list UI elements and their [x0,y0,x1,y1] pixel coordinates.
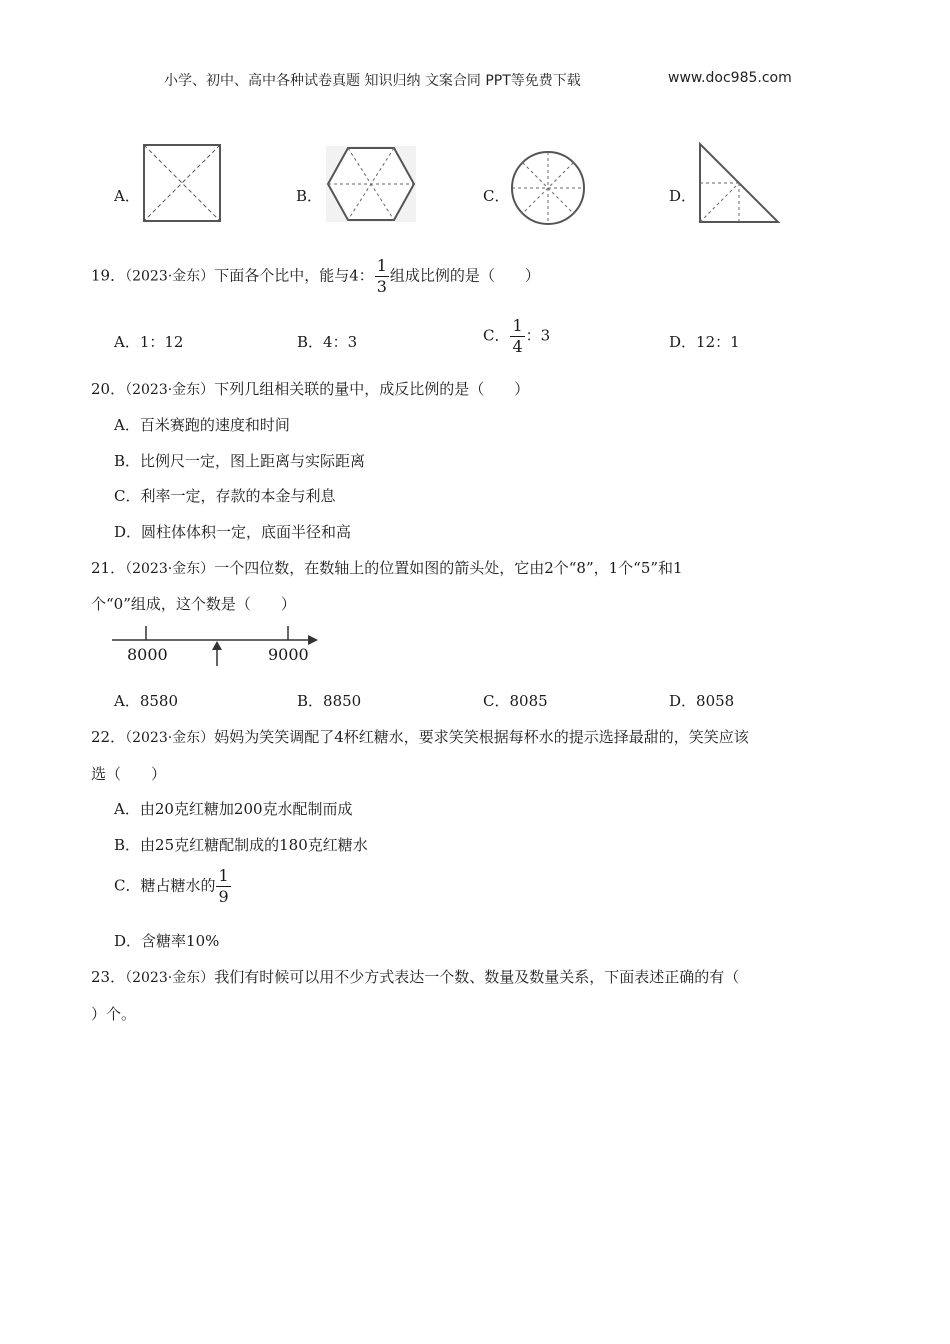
q18-option-d-label: D． [669,187,697,205]
question-21-line1: 21．（2023·金东）一个四位数，在数轴上的位置如图的箭头处，它由2个“8”，1个“5”和1 [91,559,683,577]
q21-option-d[interactable]: D．8058 [669,692,735,710]
question-22-line1: 22．（2023·金东）妈妈为笑笑调配了4杯红糖水，要求笑笑根据每杯水的提示选择最甜的，笑笑应该 [91,728,749,746]
q20-option-d[interactable]: D．圆柱体体积一定，底面半径和高 [114,523,352,541]
hexagon-figure [326,146,416,222]
circle-sectors-figure [510,150,586,226]
question-19 [91,258,540,295]
question-22-line2: 选（ ） [91,765,167,783]
q19-option-c[interactable]: C． $\frac{1}{4}$ ：3 [483,316,551,356]
q20-option-a[interactable]: A．百米赛跑的速度和时间 [114,416,290,434]
right-triangle-figure [698,142,780,224]
number-line-left-label: 8000 [127,645,168,664]
q19-source: （2023·金东） [125,268,215,285]
q21-option-c[interactable]: C．8085 [483,692,548,710]
q18-option-a-label: A． [114,187,140,205]
q19-option-b[interactable]: B．4：3 [297,333,358,351]
q20-option-c[interactable]: C．利率一定，存款的本金与利息 [114,487,336,505]
q19-number: 19． [91,266,126,285]
header-url[interactable]: www.doc985.com [668,70,792,86]
q18-option-b-label: B． [296,187,323,205]
question-23-line2: ）个。 [91,1005,137,1023]
q19-stem-before: 下面各个比中，能与4： [214,266,374,285]
q19-option-a[interactable]: A．1：12 [114,333,184,351]
question-21-line2: 个“0”组成，这个数是（ ） [91,595,296,613]
q21-option-a[interactable]: A．8580 [114,692,179,710]
q22-option-d[interactable]: D．含糖率10% [114,932,220,950]
q20-option-b[interactable]: B．比例尺一定，图上距离与实际距离 [114,452,366,470]
number-line-right-label: 9000 [268,645,309,664]
header-text: 小学、初中、高中各种试卷真题 知识归纳 文案合同 PPT等免费下载 [164,73,581,89]
q19-stem-after: 组成比例的是（ ） [389,266,540,285]
q22-option-c[interactable]: C．糖占糖水的 $\frac{1}{9}$ [114,866,229,906]
number-line-arrow [212,641,222,666]
q19-option-d[interactable]: D．12：1 [669,333,740,351]
question-23-line1: 23．（2023·金东）我们有时候可以用不少方式表达一个数、数量及数量关系，下面表述正确的有（ [91,968,740,986]
q21-option-b[interactable]: B．8850 [297,692,362,710]
question-20: 20．（2023·金东）下列几组相关联的量中，成反比例的是（ ） [91,380,530,398]
q22-option-c-fraction: $\frac{1}{9}$ [218,866,229,906]
q22-option-a[interactable]: A．由20克红糖加200克水配制而成 [114,800,353,818]
q19-fraction: $\frac{1}{3}$ [376,256,387,296]
q18-option-c-label: C． [483,187,510,205]
square-diagonals-figure [143,144,221,222]
q19-option-c-fraction: $\frac{1}{4}$ [512,316,523,356]
q22-option-b[interactable]: B．由25克红糖配制成的180克红糖水 [114,836,368,854]
